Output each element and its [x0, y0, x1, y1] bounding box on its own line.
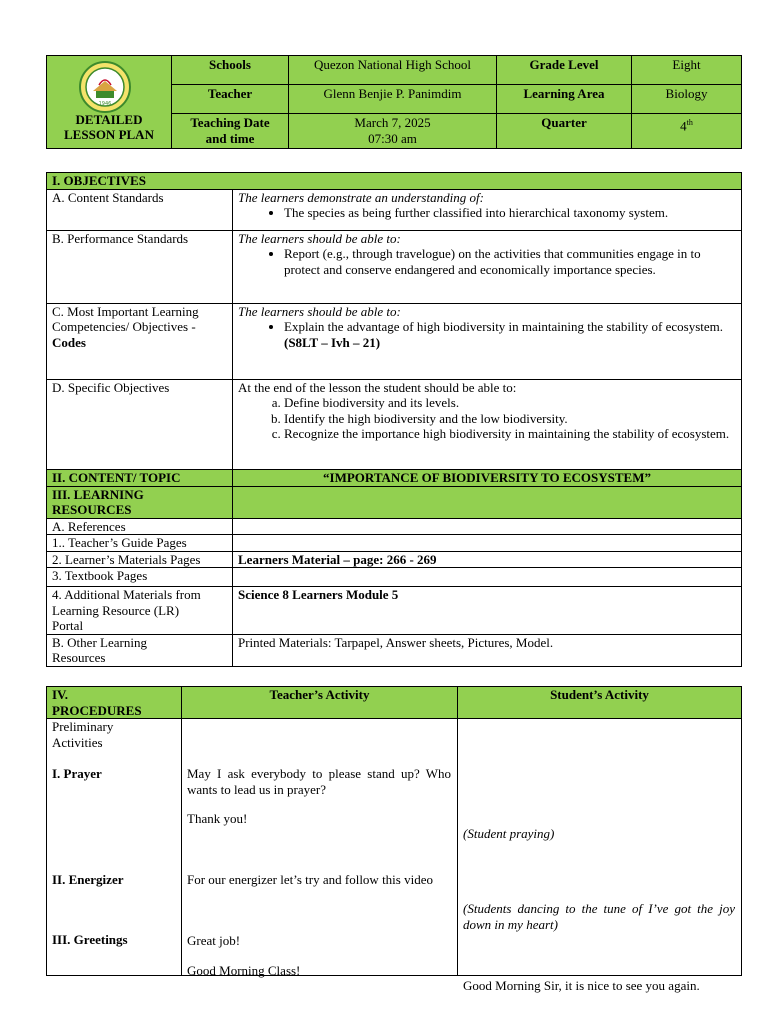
greetings-label: III. Greetings: [52, 932, 128, 947]
prayer-label: I. Prayer: [52, 766, 102, 781]
content-topic-value: “IMPORTANCE OF BIODIVERSITY TO ECOSYSTEM”: [233, 469, 742, 486]
objectives-table: [46, 172, 742, 667]
procedures-table: [46, 686, 742, 993]
teacher-activity-column: [182, 719, 458, 976]
melc-value: The learners should be able to: • Explain the advantage of high biodiversity in maintaining the stability of ecosystem. (S8LT – Ivh – 21): [233, 303, 742, 379]
other-resources-value: Printed Materials: Tarpapel, Answer sheets, Pictures, Model.: [233, 634, 742, 666]
other-resources-label: B. Other Learning Resources: [47, 634, 233, 666]
additional-materials-label: 4. Additional Materials from Learning Resource (LR) Portal: [47, 587, 233, 635]
learners-materials-value: Learners Material – page: 266 - 269: [233, 551, 742, 568]
greetings-teacher-text: Good Morning Class!: [187, 963, 301, 978]
grade-level-label: Grade Level: [497, 56, 632, 85]
textbook-pages-label: 3. Textbook Pages: [47, 568, 233, 587]
student-activity-column: [458, 719, 742, 993]
content-topic-label: II. CONTENT/ TOPIC: [47, 469, 233, 486]
energizer-student-text: (Students dancing to the tune of I’ve got the joy down in my heart): [463, 901, 735, 932]
schools-label: Schools: [172, 56, 289, 85]
list-item: • The species as being further classified into hierarchical taxonomy system.: [284, 205, 736, 221]
teaching-date-label: Teaching Date and time: [172, 114, 289, 149]
grade-level-value: Eight: [632, 56, 742, 85]
list-item: • Report (e.g., through travelogue) on the activities that communities engage in to protect and conserve endangered and economically importance species.: [284, 246, 736, 277]
energizer-label: II. Energizer: [52, 872, 124, 887]
learning-resources-label: III. LEARNING RESOURCES: [47, 486, 233, 518]
performance-standards-label: B. Performance Standards: [47, 230, 233, 303]
energizer-teacher-text: For our energizer let’s try and follow this video: [187, 872, 433, 887]
quarter-label: Quarter: [497, 114, 632, 149]
specific-objectives-value: At the end of the lesson the student should be able to: a. Define biodiversity and its levels. b. Identify the high biodiversity and the low biodiversity. c. Recognize the importance high biodiversity in maintaining the stability of ecosystem.: [233, 379, 742, 469]
teachers-guide-value: [233, 535, 742, 552]
header-logo-cell: [47, 56, 172, 149]
prayer-student-text: (Student praying): [463, 826, 555, 841]
textbook-pages-value: [233, 568, 742, 587]
learning-area-label: Learning Area: [497, 85, 632, 114]
additional-materials-value: Science 8 Learners Module 5: [233, 587, 742, 635]
references-label: A. References: [47, 518, 233, 535]
references-value: [233, 518, 742, 535]
list-item: b. Identify the high biodiversity and the low biodiversity.: [284, 411, 736, 427]
student-activity-heading: Student’s Activity: [458, 687, 742, 719]
list-item: • Explain the advantage of high biodiversity in maintaining the stability of ecosystem. (S8LT – Ivh – 21): [284, 319, 736, 350]
performance-standards-value: The learners should be able to: • Report (e.g., through travelogue) on the activities that communities engage in to protect and conserve endangered and economically importance species.: [233, 230, 742, 303]
teachers-guide-label: 1.. Teacher’s Guide Pages: [47, 535, 233, 552]
teacher-label: Teacher: [172, 85, 289, 114]
procedures-heading: IV. PROCEDURES: [47, 687, 182, 719]
lesson-plan-title: DETAILED LESSON PLAN: [64, 112, 154, 142]
school-seal-icon: [79, 61, 131, 113]
header-table: [46, 55, 742, 149]
energizer-great-text: Great job!: [187, 933, 241, 948]
teacher-value: Glenn Benjie P. Panimdim: [289, 85, 497, 114]
learners-materials-label: 2. Learner’s Materials Pages: [47, 551, 233, 568]
objectives-heading: I. OBJECTIVES: [47, 173, 742, 190]
teacher-activity-heading: Teacher’s Activity: [182, 687, 458, 719]
list-item: a. Define biodiversity and its levels.: [284, 395, 736, 411]
greetings-student-text: Good Morning Sir, it is nice to see you again.: [463, 978, 700, 993]
procedure-steps: [47, 719, 182, 976]
prayer-thanks-text: Thank you!: [187, 811, 248, 826]
svg-text:1946: 1946: [98, 101, 112, 107]
learning-resources-value: [233, 486, 742, 518]
quarter-value: 4th: [632, 114, 742, 149]
prayer-teacher-text: May I ask everybody to please stand up? Who wants to lead us in prayer?: [187, 766, 451, 797]
preliminary-activities-label: Preliminary Activities: [52, 719, 114, 750]
school-value: Quezon National High School: [289, 56, 497, 85]
specific-objectives-label: D. Specific Objectives: [47, 379, 233, 469]
list-item: c. Recognize the importance high biodiversity in maintaining the stability of ecosystem.: [284, 426, 736, 442]
content-standards-value: The learners demonstrate an understanding of: • The species as being further classified into hierarchical taxonomy system.: [233, 189, 742, 230]
teaching-date-value: March 7, 2025 07:30 am: [289, 114, 497, 149]
melc-label: C. Most Important Learning Competencies/ Objectives - Codes: [47, 303, 233, 379]
content-standards-label: A. Content Standards: [47, 189, 233, 230]
learning-area-value: Biology: [632, 85, 742, 114]
